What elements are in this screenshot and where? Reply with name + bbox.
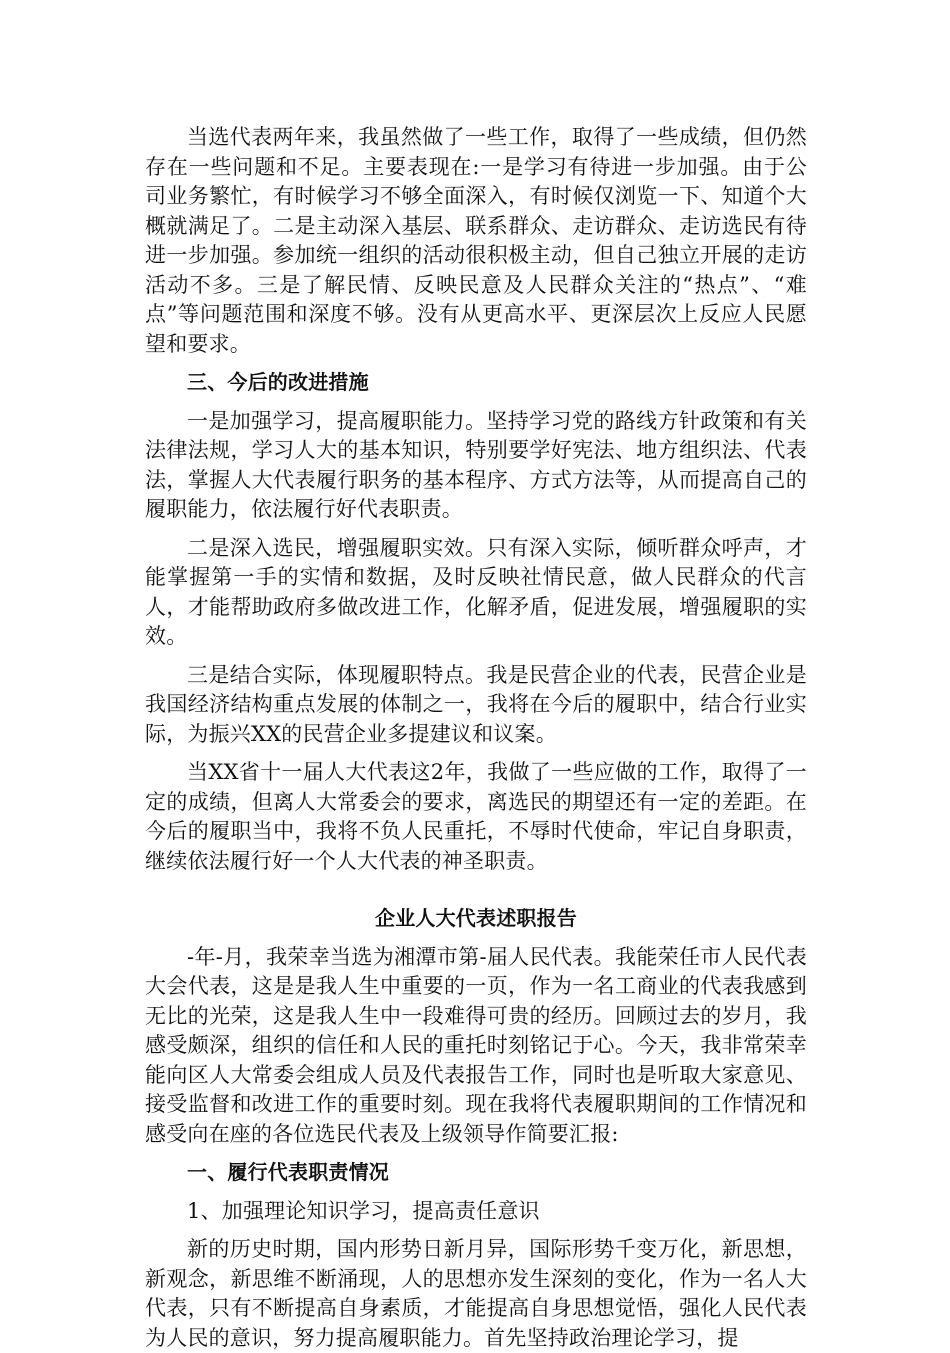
section-heading-improvements: 三、今后的改进措施 xyxy=(187,370,369,394)
paragraph-problems: 当选代表两年来，我虽然做了一些工作，取得了一些成绩，但仍然存在一些问题和不足。主要表现在:一是学习有待进一步加强。由于公司业务繁忙，有时候学习不够全面深入，有时候仅浏览一下、知道个大概就满足了。二是主动深入基层、联系群众、走访群众、走访选民有待进一步加强。参加统一组织的活动很积极主动，但自己独立开展的走访活动不多。三是了解民情、反映民意及人民群众关注的“热点”、“难点”等问题范围和深度不够。没有从更高水平、更深层次上反应人民愿望和要求。 xyxy=(145,125,807,356)
paragraph-intro: -年-月，我荣幸当选为湘潭市第-届人民代表。我能荣任市人民代表大会代表，这是是我人生中重要的一页，作为一名工商业的代表我感到无比的光荣，这是我人生中一段难得可贵的经历。回顾过去的岁月，我感受颇深，组织的信任和人民的重托时刻铭记于心。今天，我非常荣幸能向区人大常委会组成人员及代表报告工作，同时也是听取大家意见、接受监督和改进工作的重要时刻。现在我将代表履职期间的工作情况和感受向在座的各位选民代表及上级领导作简要汇报: xyxy=(145,944,807,1146)
document-body xyxy=(145,123,807,1353)
subheading-theory: 1、加强理论知识学习，提高责任意识 xyxy=(187,1198,540,1223)
report-title: 企业人大代表述职报告 xyxy=(375,906,577,930)
paragraph-voters: 二是深入选民，增强履职实效。只有深入实际，倾听群众呼声，才能掌握第一手的实情和数据，及时反映社情民意，做人民群众的代言人，才能帮助政府多做改进工作，化解矛盾，促进发展，增强履职的实效。 xyxy=(145,535,807,648)
section-heading-duties: 一、履行代表职责情况 xyxy=(187,1160,389,1184)
paragraph-practice: 三是结合实际，体现履职特点。我是民营企业的代表，民营企业是我国经济结构重点发展的体制之一，我将在今后的履职中，结合行业实际，为振兴XX的民营企业多提建议和议案。 xyxy=(145,662,807,746)
paragraph-study: 一是加强学习，提高履职能力。坚持学习党的路线方针政策和有关法律法规，学习人大的基本知识，特别要学好宪法、地方组织法、代表法，掌握人大代表履行职务的基本程序、方式方法等，从而提高自己的履职能力，依法履行好代表职责。 xyxy=(145,408,807,521)
paragraph-conclusion: 当XX省十一届人大代表这2年，我做了一些应做的工作，取得了一定的成绩，但离人大常委会的要求，离选民的期望还有一定的差距。在今后的履职当中，我将不负人民重托，不辱时代使命，牢记自身职责，继续依法履行好一个人大代表的神圣职责。 xyxy=(145,760,807,873)
paragraph-theory: 新的历史时期，国内形势日新月异，国际形势千变万化，新思想，新观念，新思维不断涌现，人的思想亦发生深刻的变化，作为一名人大代表，只有不断提高自身素质，才能提高自身思想觉悟，强化人民代表为人民的意识，努力提高履职能力。首先坚持政治理论学习，提 xyxy=(145,1237,807,1350)
